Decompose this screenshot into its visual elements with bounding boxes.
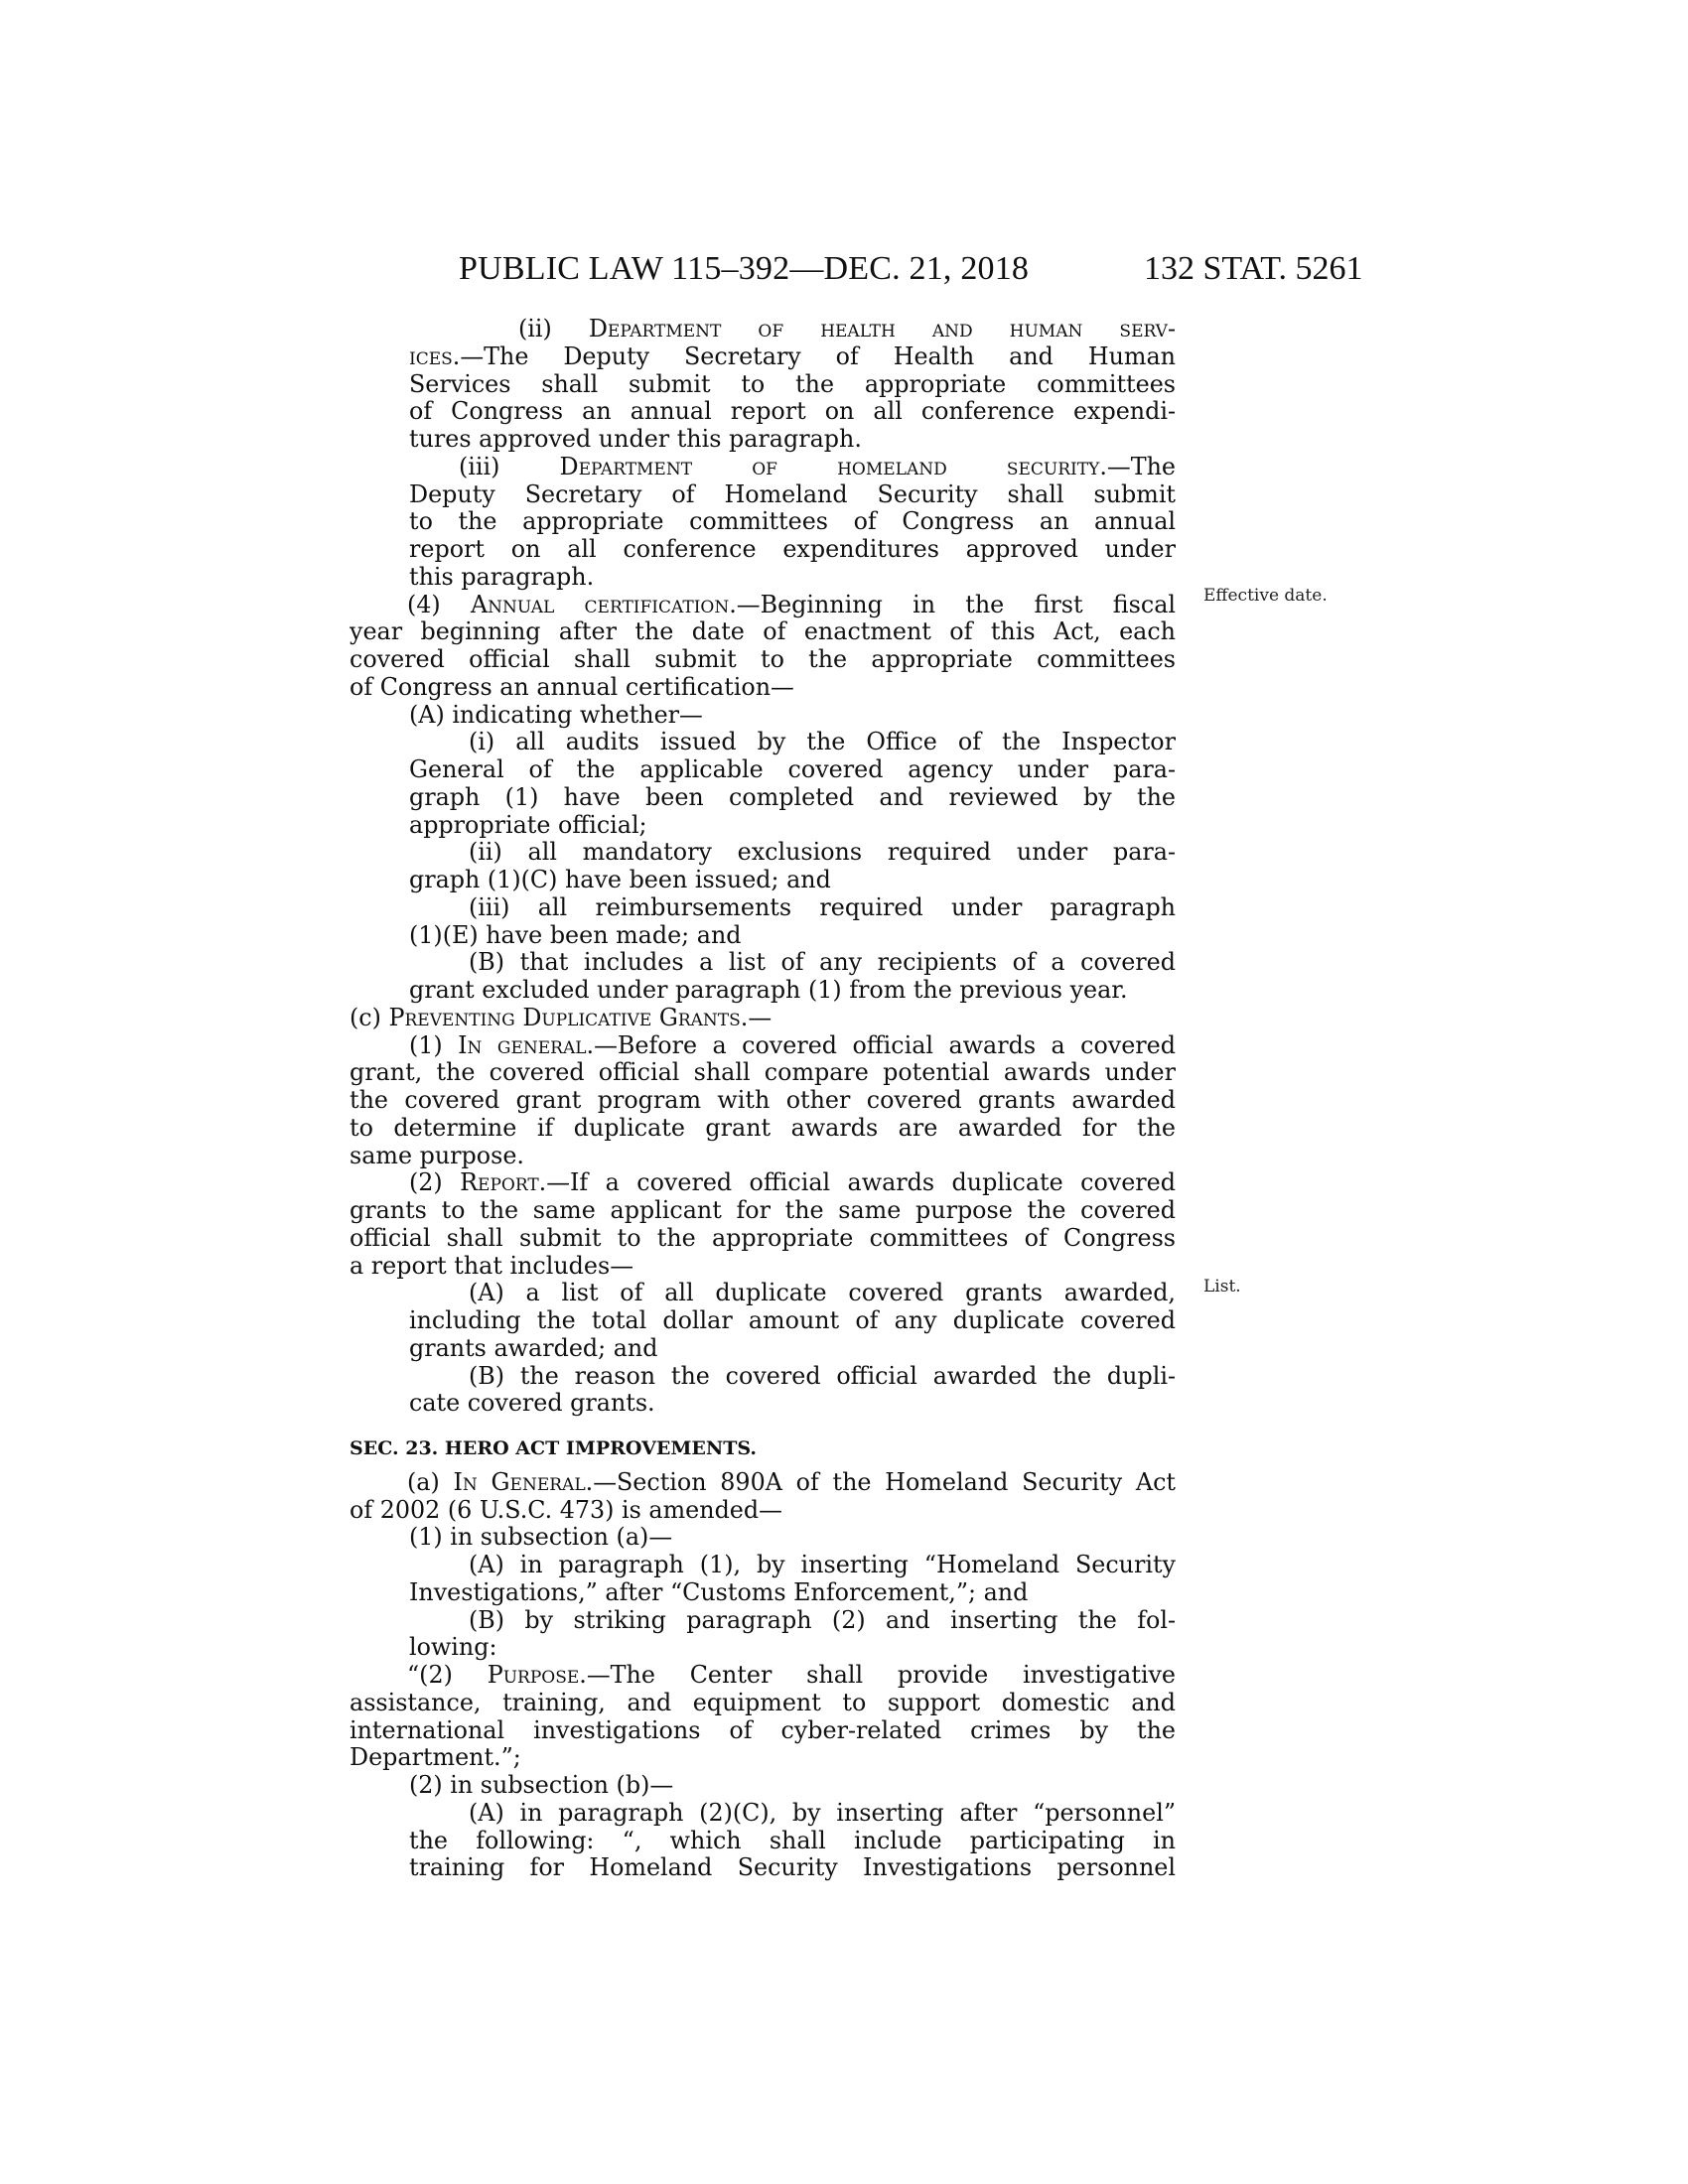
- text-line: training for Homeland Security Investigations personnel: [409, 1853, 1176, 1882]
- text-line: (i) all audits issued by the Office of the Inspector: [469, 728, 1176, 756]
- text-line: covered official shall submit to the appropriate committees: [350, 645, 1176, 673]
- text-line: this paragraph.: [409, 562, 595, 591]
- text-line: (B) the reason the covered official awarded the dupli-: [469, 1361, 1176, 1390]
- running-header-title: PUBLIC LAW 115–392—DEC. 21, 2018: [459, 250, 1030, 287]
- text-line: (a) In General.—Section 890A of the Homeland Security Act: [407, 1467, 1176, 1496]
- text-line: (A) in paragraph (2)(C), by inserting after “personnel”: [469, 1798, 1176, 1827]
- text-line: (1)(E) have been made; and: [409, 920, 742, 949]
- section-heading: SEC. 23. HERO ACT IMPROVEMENTS.: [350, 1437, 758, 1459]
- text-line: (ii) all mandatory exclusions required under para-: [469, 838, 1176, 867]
- text-line: (1) in subsection (a)—: [409, 1523, 673, 1552]
- text-line: a report that includes—: [350, 1251, 634, 1280]
- text-line: grants to the same applicant for the same purpose the covered: [350, 1196, 1176, 1224]
- text-line: ices.—The Deputy Secretary of Health and Human: [409, 341, 1176, 370]
- text-line: (4) Annual certification.—Beginning in the first fiscal: [407, 590, 1176, 618]
- text-line: lowing:: [409, 1633, 497, 1662]
- text-line: graph (1)(C) have been issued; and: [409, 866, 831, 893]
- text-line: international investigations of cyber-related crimes by the: [350, 1715, 1176, 1744]
- text-line: the covered grant program with other covered grants awarded: [350, 1086, 1176, 1114]
- text-line: (A) indicating whether—: [409, 700, 703, 729]
- text-line: appropriate official;: [409, 810, 647, 839]
- text-line: assistance, training, and equipment to support domestic and: [350, 1688, 1176, 1716]
- text-line: (A) in paragraph (1), by inserting “Homeland Security: [469, 1551, 1176, 1578]
- text-line: cate covered grants.: [409, 1389, 655, 1418]
- text-line: (iii) all reimbursements required under paragraph: [469, 892, 1176, 921]
- text-line: “(2) Purpose.—The Center shall provide investigative: [407, 1661, 1176, 1689]
- text-line: grants awarded; and: [409, 1333, 658, 1362]
- text-line: including the total dollar amount of any duplicate covered: [409, 1306, 1176, 1334]
- running-header-page-number: 132 STAT. 5261: [1144, 250, 1363, 287]
- text-line: (ii) Department of health and human serv-: [518, 315, 1176, 342]
- text-line: (A) a list of all duplicate covered grants awarded,: [469, 1279, 1176, 1307]
- text-line: (2) in subsection (b)—: [409, 1771, 674, 1799]
- text-line: Department.”;: [350, 1743, 521, 1772]
- text-line: grant, the covered official shall compare potential awards under: [350, 1058, 1176, 1087]
- text-line: of Congress an annual report on all conference expendi-: [409, 397, 1176, 426]
- text-line: (iii) Department of homeland security.—The: [459, 452, 1176, 480]
- text-line: grant excluded under paragraph (1) from the previous year.: [409, 976, 1128, 1004]
- margin-note-effective-date: Effective date.: [1203, 586, 1328, 606]
- margin-note-list: List.: [1203, 1277, 1241, 1297]
- text-line: to determine if duplicate grant awards are awarded for the: [350, 1113, 1176, 1142]
- text-line: (B) that includes a list of any recipients of a covered: [469, 948, 1176, 977]
- text-line: (1) In general.—Before a covered official awards a covered: [409, 1030, 1176, 1059]
- text-line: tures approved under this paragraph.: [409, 425, 862, 453]
- text-line: Services shall submit to the appropriate committees: [409, 369, 1176, 398]
- text-line: the following: “, which shall include participating in: [409, 1826, 1176, 1854]
- text-line: year beginning after the date of enactment of this Act, each: [350, 617, 1176, 646]
- statute-body: [350, 316, 1176, 1882]
- text-line: General of the applicable covered agency under para-: [409, 755, 1176, 783]
- text-line: Deputy Secretary of Homeland Security shall submit: [409, 479, 1176, 508]
- text-line: (2) Report.—If a covered official awards duplicate covered: [409, 1168, 1176, 1197]
- text-line: of Congress an annual certification—: [350, 672, 794, 701]
- text-line: to the appropriate committees of Congress an annual: [409, 507, 1176, 536]
- text-line: report on all conference expenditures approved under: [409, 535, 1176, 563]
- subsection-heading: (c) Preventing Duplicative Grants.—: [350, 1003, 773, 1031]
- text-line: graph (1) have been completed and reviewed by the: [409, 782, 1176, 811]
- text-line: same purpose.: [350, 1141, 524, 1169]
- text-line: of 2002 (6 U.S.C. 473) is amended—: [350, 1495, 782, 1524]
- text-line: Investigations,” after “Customs Enforcement,”; and: [409, 1577, 1029, 1606]
- text-line: (B) by striking paragraph (2) and inserting the fol-: [469, 1605, 1176, 1634]
- text-line: official shall submit to the appropriate committees of Congress: [350, 1223, 1176, 1252]
